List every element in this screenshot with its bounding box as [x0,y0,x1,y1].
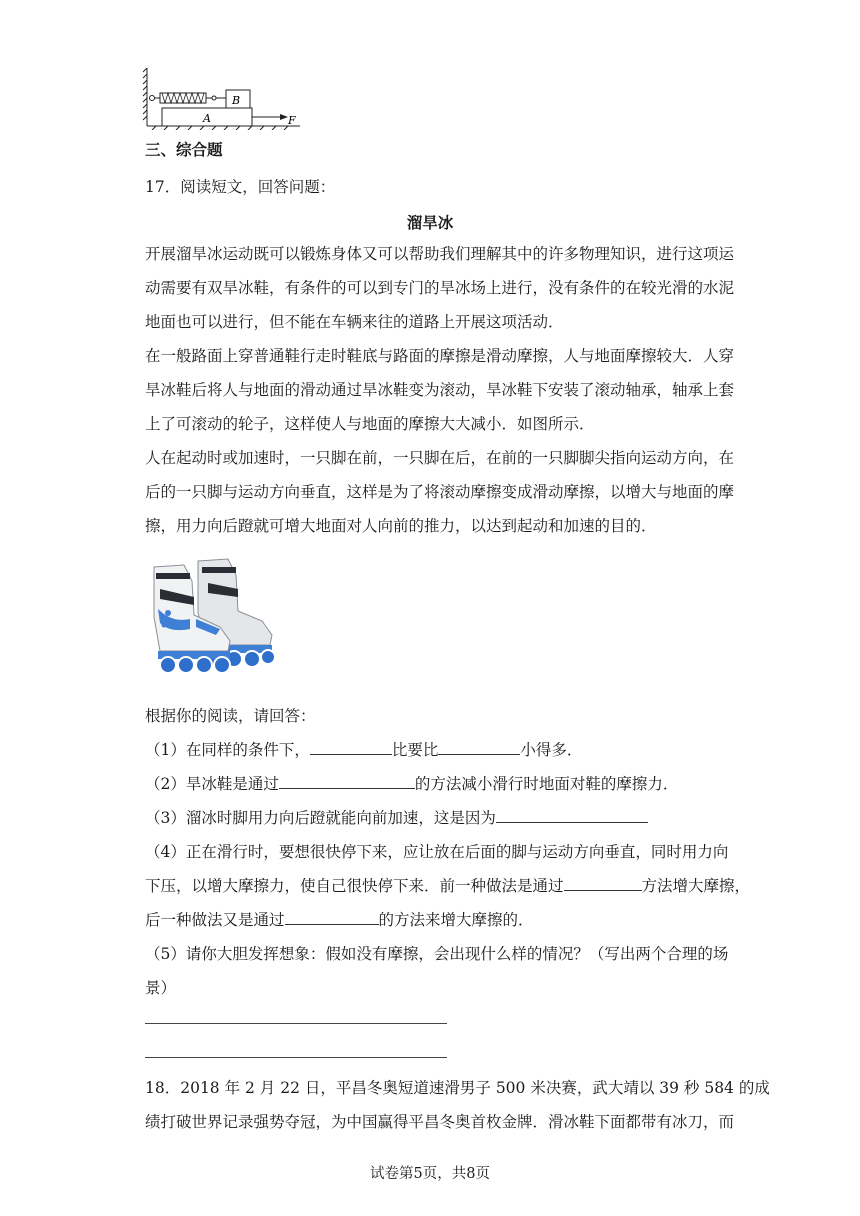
s4-line-2 [145,876,750,896]
blank-2[interactable] [279,774,415,789]
s1-text-b: 比要比 [391,741,439,759]
s4-text-b: 方法增大摩擦， [641,877,751,895]
s2-text-b: 的方法减小滑行时地面对鞋的摩擦力． [414,775,679,793]
s4-line-1: （4）正在滑行时，要想很快停下来，应让放在后面的脚与运动方向垂直，同时用力向 [145,843,729,861]
p2-line-3: 上了可滚动的轮子，这样使人与地面的摩擦大大减小．如图所示． [145,415,595,433]
s4-line-3 [145,910,534,930]
sub-question-3 [145,808,648,828]
blank-4a[interactable] [564,876,642,891]
s1-text-a: （1）在同样的条件下， [145,741,310,759]
page-footer: 试卷第5页，共8页 [370,1166,490,1182]
passage-title: 溜旱冰 [406,214,454,232]
answer-line-2[interactable] [145,1057,447,1058]
label-b: B [232,94,241,107]
p2-line-2: 旱冰鞋后将人与地面的滑动通过旱冰鞋变为滚动，旱冰鞋下安装了滚动轴承，轴承上套 [145,381,735,399]
p1-line-2: 动需要有双旱冰鞋，有条件的可以到专门的旱冰场上进行，没有条件的在较光滑的水泥 [145,279,735,297]
p1-line-1: 开展溜旱冰运动既可以锻炼身体又可以帮助我们理解其中的许多物理知识，进行这项运 [145,245,735,263]
q18-line-1: 18．2018 年 2 月 22 日，平昌冬奥短道速滑男子 500 米决赛，武大靖以 39 秒 584 的成 [145,1079,770,1097]
sub-question-1 [145,740,582,760]
sub-question-2 [145,774,678,794]
answer-line-1[interactable] [145,1023,447,1024]
p1-line-3: 地面也可以进行，但不能在车辆来往的道路上开展这项活动． [145,313,564,331]
p3-line-3: 擦，用力向后蹬就可增大地面对人向前的推力，以达到起动和加速的目的． [145,517,657,535]
p3-line-1: 人在起动时或加速时，一只脚在前，一只脚在后，在前的一只脚脚尖指向运动方向，在 [145,449,735,467]
s5-line-2: 景） [145,979,177,997]
blank-4b[interactable] [285,910,379,925]
p3-line-2: 后的一只脚与运动方向垂直，这样是为了将滚动摩擦变成滑动摩擦，以增大与地面的摩 [145,483,735,501]
s2-text-a: （2）旱冰鞋是通过 [145,775,279,793]
blank-3[interactable] [496,808,648,823]
q18-line-2: 绩打破世界记录强势夺冠，为中国赢得平昌冬奥首枚金牌．滑冰鞋下面都带有冰刀，而 [145,1113,735,1131]
s4-text-a: 下压，以增大摩擦力，使自己很快停下来．前一种做法是通过 [145,877,564,895]
s3-text-a: （3）溜冰时脚用力向后蹬就能向前加速，这是因为 [145,809,496,827]
s4-text-c: 后一种做法又是通过 [145,911,285,929]
blank-1b[interactable] [438,740,520,755]
inline-skates-image [150,553,276,675]
s5-line-1: （5）请你大胆发挥想象：假如没有摩擦，会出现什么样的情况？（写出两个合理的场 [145,945,729,963]
s4-text-d: 的方法来增大摩擦的． [378,911,534,929]
q17-intro: 17．阅读短文，回答问题： [145,178,336,196]
label-a: A [203,112,211,125]
spring-block-diagram [140,66,310,130]
answer-prompt: 根据你的阅读，请回答： [145,707,316,725]
blank-1a[interactable] [310,740,392,755]
p2-line-1: 在一般路面上穿普通鞋行走时鞋底与路面的摩擦是滑动摩擦，人与地面摩擦较大．人穿 [145,347,735,365]
s1-text-c: 小得多． [520,741,583,759]
label-f: F [288,114,296,127]
section-title: 三、综合题 [145,140,223,159]
